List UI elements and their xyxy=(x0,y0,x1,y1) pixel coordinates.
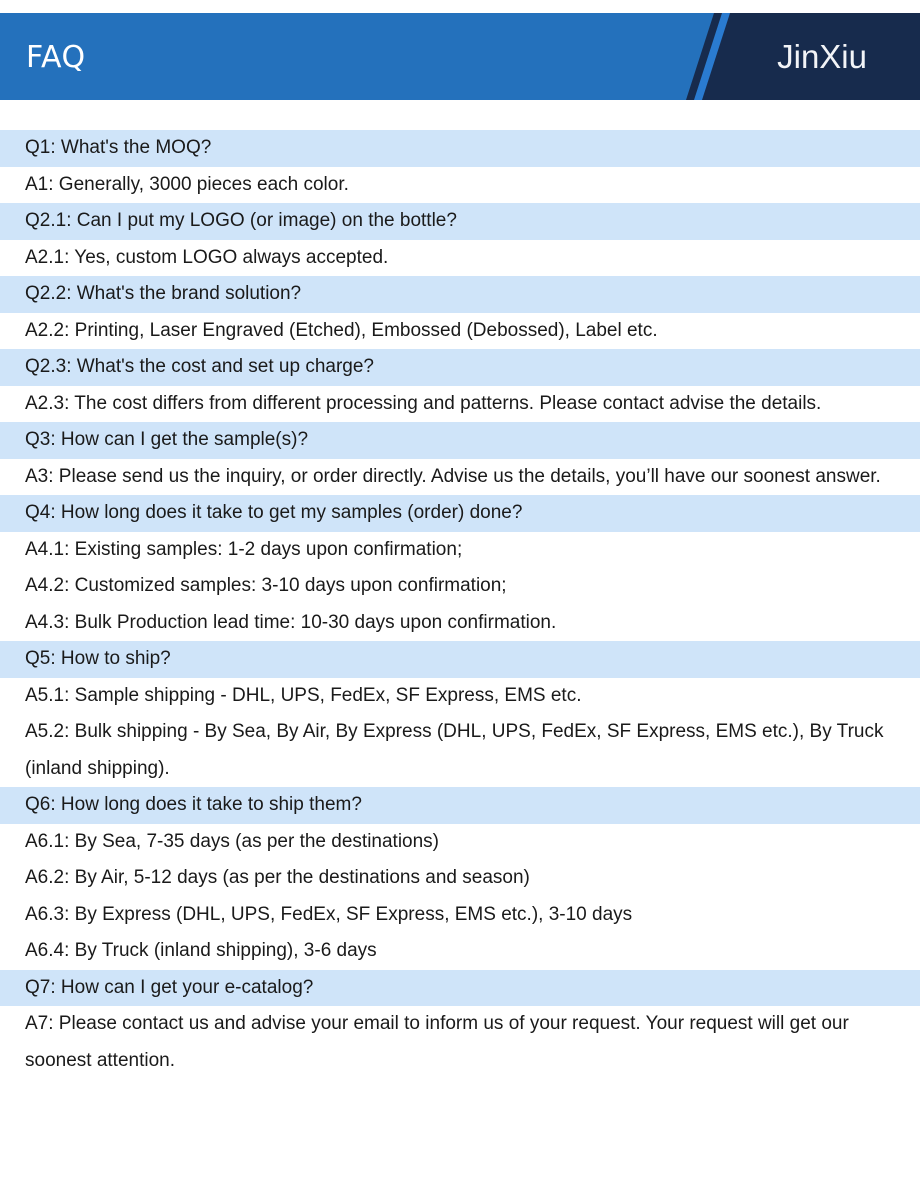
faq-answer: A4.3: Bulk Production lead time: 10-30 days upon confirmation. xyxy=(0,605,920,642)
faq-question: Q7: How can I get your e-catalog? xyxy=(0,970,920,1007)
faq-answer: A2.2: Printing, Laser Engraved (Etched), Embossed (Debossed), Label etc. xyxy=(0,313,920,350)
faq-header-banner xyxy=(0,13,920,100)
page-title: FAQ xyxy=(26,40,86,75)
faq-question: Q3: How can I get the sample(s)? xyxy=(0,422,920,459)
faq-question: Q6: How long does it take to ship them? xyxy=(0,787,920,824)
faq-question: Q2.2: What's the brand solution? xyxy=(0,276,920,313)
faq-answer: A6.4: By Truck (inland shipping), 3-6 days xyxy=(0,933,920,970)
faq-question: Q4: How long does it take to get my samples (order) done? xyxy=(0,495,920,532)
faq-answer: A5.1: Sample shipping - DHL, UPS, FedEx, SF Express, EMS etc. xyxy=(0,678,920,715)
faq-answer: A6.1: By Sea, 7-35 days (as per the destinations) xyxy=(0,824,920,861)
faq-question: Q5: How to ship? xyxy=(0,641,920,678)
brand-name: JinXiu xyxy=(777,38,867,75)
faq-question: Q2.3: What's the cost and set up charge? xyxy=(0,349,920,386)
faq-answer: A2.3: The cost differs from different processing and patterns. Please contact advise the details. xyxy=(0,386,920,423)
faq-answer: A7: Please contact us and advise your email to inform us of your request. Your request will get our soonest attention. xyxy=(0,1006,920,1079)
faq-answer: A1: Generally, 3000 pieces each color. xyxy=(0,167,920,204)
faq-answer: A4.1: Existing samples: 1-2 days upon confirmation; xyxy=(0,532,920,569)
faq-answer: A4.2: Customized samples: 3-10 days upon confirmation; xyxy=(0,568,920,605)
faq-question: Q2.1: Can I put my LOGO (or image) on the bottle? xyxy=(0,203,920,240)
faq-answer: A6.3: By Express (DHL, UPS, FedEx, SF Express, EMS etc.), 3-10 days xyxy=(0,897,920,934)
faq-answer: A3: Please send us the inquiry, or order directly. Advise us the details, you’ll have our soonest answer. xyxy=(0,459,920,496)
faq-question: Q1: What's the MOQ? xyxy=(0,130,920,167)
faq-answer: A5.2: Bulk shipping - By Sea, By Air, By Express (DHL, UPS, FedEx, SF Express, EMS etc.), By Truck (inland shipping). xyxy=(0,714,920,787)
faq-answer: A2.1: Yes, custom LOGO always accepted. xyxy=(0,240,920,277)
faq-answer: A6.2: By Air, 5-12 days (as per the destinations and season) xyxy=(0,860,920,897)
faq-list xyxy=(0,130,920,1079)
